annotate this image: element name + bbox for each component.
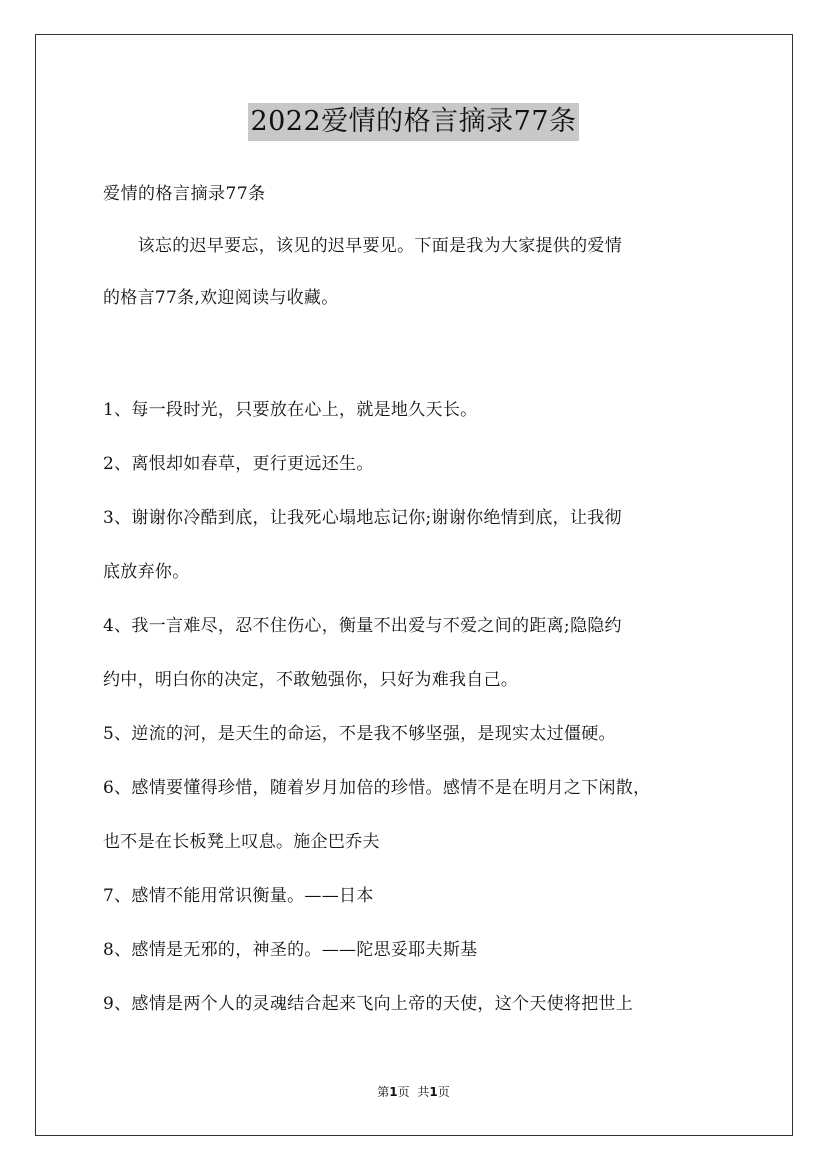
page-number: 1 xyxy=(389,1085,398,1099)
quote-4-line-2: 约中，明白你的决定，不敢勉强你，只好为难我自己。 xyxy=(103,670,519,690)
document-title: 2022爱情的格言摘录77条 xyxy=(248,103,578,141)
total-pages: 1 xyxy=(429,1085,438,1099)
total-suffix: 页 xyxy=(437,1085,450,1099)
document-subtitle: 爱情的格言摘录77条 xyxy=(103,184,266,204)
quote-1-line-1: 1、每一段时光，只要放在心上，就是地久天长。 xyxy=(103,400,478,420)
quote-4-line-1: 4、我一言难尽，忍不住伤心，衡量不出爱与不爱之间的距离;隐隐约 xyxy=(103,616,622,636)
quote-3-line-2: 底放弃你。 xyxy=(103,562,190,582)
intro-line-1: 该忘的迟早要忘，该见的迟早要见。下面是我为大家提供的爱情 xyxy=(103,236,622,256)
total-prefix: 共 xyxy=(417,1085,430,1099)
quote-8-line-1: 8、感情是无邪的，神圣的。——陀思妥耶夫斯基 xyxy=(103,940,478,960)
page-footer xyxy=(0,1082,827,1102)
quote-6-line-2: 也不是在长板凳上叹息。施企巴乔夫 xyxy=(103,832,380,852)
quote-3-line-1: 3、谢谢你冷酷到底，让我死心塌地忘记你;谢谢你绝情到底，让我彻 xyxy=(103,508,622,528)
intro-line-2: 的格言77条,欢迎阅读与收藏。 xyxy=(103,288,339,308)
quote-9-line-1: 9、感情是两个人的灵魂结合起来飞向上帝的天使，这个天使将把世上 xyxy=(103,994,634,1014)
title-wrap xyxy=(0,103,827,141)
page-suffix: 页 xyxy=(397,1085,410,1099)
quote-6-line-1: 6、感情要懂得珍惜，随着岁月加倍的珍惜。感情不是在明月之下闲散， xyxy=(103,778,651,798)
quote-2-line-1: 2、离恨却如春草，更行更远还生。 xyxy=(103,454,374,474)
quote-5-line-1: 5、逆流的河，是天生的命运，不是我不够坚强，是现实太过僵硬。 xyxy=(103,724,616,744)
quote-7-line-1: 7、感情不能用常识衡量。——日本 xyxy=(103,886,374,906)
page-prefix: 第 xyxy=(377,1085,390,1099)
